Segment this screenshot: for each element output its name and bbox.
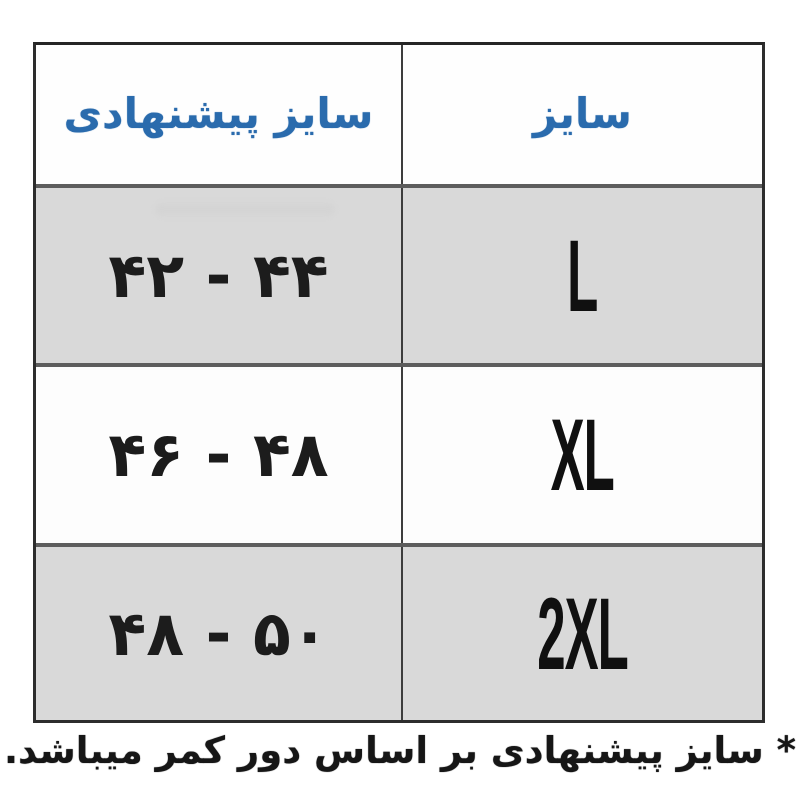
table-header-row [36, 45, 762, 184]
header-cell-suggested-size [36, 45, 401, 184]
size-label-value: XL [550, 398, 615, 512]
table-row [36, 184, 762, 363]
header-label-suggested-size: سایز پیشنهادی [63, 89, 374, 139]
footnote: * سایز پیشنهادی بر اساس دور کمر میباشد. [3, 729, 797, 772]
size-range-value: ۴۸ - ۵۰ [108, 596, 329, 670]
suggested-size-cell [36, 547, 401, 720]
size-cell [401, 547, 762, 720]
size-range-value: ۴۶ - ۴۸ [108, 418, 329, 491]
size-range-value: ۴۲ - ۴۴ [108, 238, 329, 312]
size-cell [401, 188, 762, 363]
size-label-value: L [567, 218, 598, 333]
size-chart-table [33, 42, 765, 723]
table-row [36, 543, 762, 720]
size-cell [401, 367, 762, 543]
suggested-size-cell [36, 367, 401, 543]
table-row [36, 363, 762, 543]
size-label-value: 2XL [537, 576, 628, 691]
header-cell-size [401, 45, 762, 184]
erased-text-artifact [155, 203, 335, 216]
header-label-size: سایز [533, 89, 632, 139]
